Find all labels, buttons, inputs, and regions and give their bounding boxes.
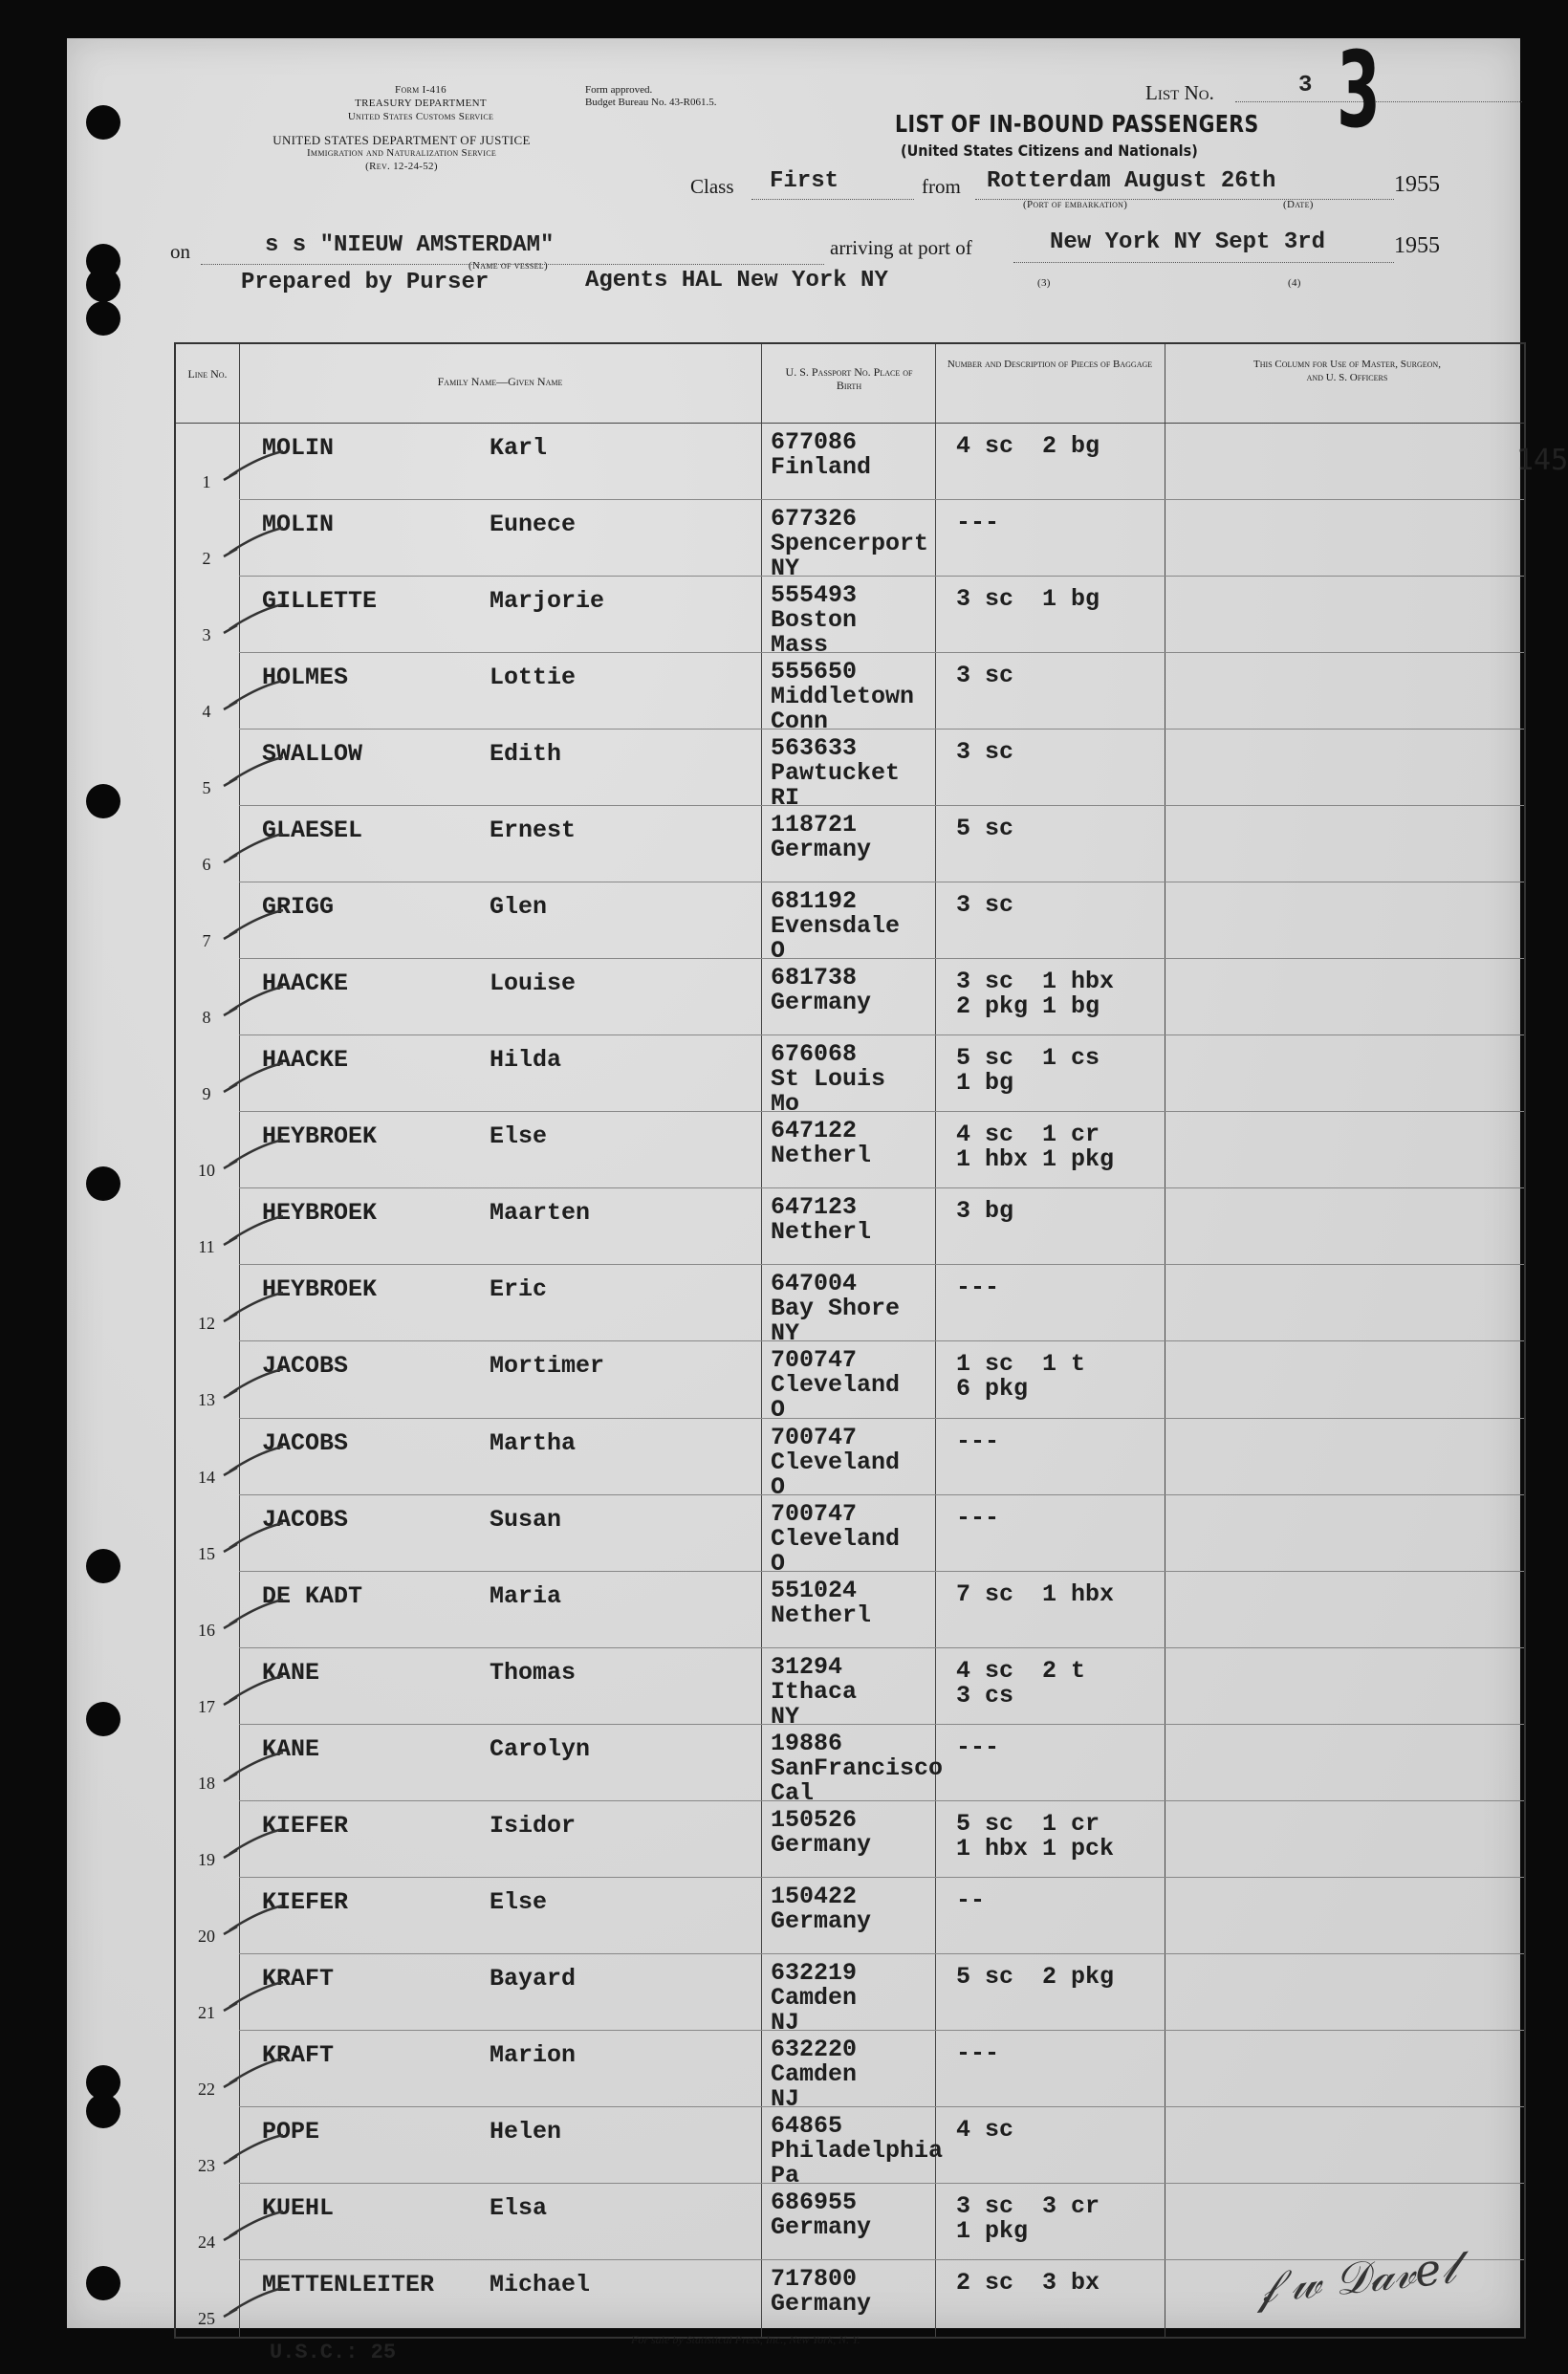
row-divider	[239, 1953, 1524, 1954]
line-number: 1	[202, 472, 211, 491]
row-divider	[239, 1724, 1524, 1725]
from-value: Rotterdam August 26th	[987, 168, 1276, 194]
passport-number: 677326	[771, 505, 858, 534]
baggage: 5 sc 1 cs 1 bg	[956, 1044, 1100, 1098]
place-of-birth: Germany	[771, 2289, 872, 2318]
given-name: Lottie	[490, 664, 577, 692]
class-value: First	[770, 168, 839, 194]
prepared-by: Prepared by Purser	[241, 270, 490, 295]
place-of-birth: Germany	[771, 1906, 872, 1935]
family-name: KRAFT	[262, 1964, 335, 1993]
line-number: 19	[198, 1849, 215, 1869]
given-name: Eunece	[490, 511, 577, 539]
passport-number: 632220	[771, 2035, 858, 2063]
page-subtitle: (United States Citizens and Nationals)	[901, 142, 1198, 160]
checkmark-icon	[220, 1212, 277, 1243]
page-title: LIST OF IN-BOUND PASSENGERS	[895, 110, 1259, 138]
baggage: 3 bg	[956, 1197, 1014, 1226]
row-divider	[239, 805, 1524, 806]
checkmark-icon	[220, 2055, 277, 2085]
checkmark-icon	[220, 1519, 277, 1550]
place-of-birth: SanFrancisco Cal	[771, 1753, 944, 1807]
line-number: 21	[198, 2002, 215, 2022]
checkmark-icon	[220, 2284, 277, 2315]
row-divider	[239, 1800, 1524, 1801]
checkmark-icon	[220, 1596, 277, 1626]
row-divider	[239, 652, 1524, 653]
line-number: 13	[198, 1390, 215, 1410]
footer-printer: For sale by Statistical Press, Inc., New York, N. Y.	[631, 2333, 860, 2346]
punch-hole	[86, 105, 120, 140]
arrival-port-date: New York NY Sept 3rd	[1050, 229, 1326, 255]
line-number: 8	[202, 1008, 211, 1028]
passport-number: 676068	[771, 1040, 858, 1069]
line-number: 2	[202, 549, 211, 569]
row-divider	[239, 1187, 1524, 1188]
place-of-birth: Germany	[771, 1830, 872, 1859]
place-of-birth: Ithaca NY	[771, 1677, 858, 1731]
punch-hole	[86, 2094, 120, 2128]
class-label: Class	[690, 175, 734, 198]
line-number: 15	[198, 1543, 215, 1563]
baggage: 7 sc 1 hbx	[956, 1579, 1115, 1608]
family-name: POPE	[262, 2117, 320, 2145]
passenger-table	[174, 342, 1568, 2339]
baggage: ---	[956, 1732, 1000, 1761]
baggage: 4 sc 2 t 3 cs	[956, 1656, 1086, 1710]
checkmark-icon	[220, 1672, 277, 1703]
checkmark-icon	[220, 524, 277, 555]
place-of-birth: Camden NJ	[771, 2059, 858, 2113]
row-divider	[239, 1264, 1524, 1265]
baggage: 3 sc 3 cr 1 pkg	[956, 2191, 1100, 2245]
list-no-value: 3	[1298, 73, 1313, 98]
baggage: 4 sc	[956, 2115, 1014, 2144]
passport-number: 700747	[771, 1346, 858, 1375]
checkmark-icon	[220, 830, 277, 860]
revision-date: (Rev. 12-24-52)	[365, 161, 438, 172]
place-of-birth: Pawtucket RI	[771, 759, 901, 813]
given-name: Marion	[490, 2040, 577, 2069]
given-name: Else	[490, 1122, 548, 1151]
baggage: 2 sc 3 bx	[956, 2268, 1100, 2297]
family-name: MOLIN	[262, 434, 335, 462]
place-of-birth: Evensdale O	[771, 912, 901, 966]
baggage: 3 sc	[956, 891, 1014, 920]
baggage: 4 sc 2 bg	[956, 432, 1100, 460]
punch-hole	[86, 2266, 120, 2300]
form-number: Form I-416	[395, 84, 446, 96]
place-of-birth: Germany	[771, 989, 872, 1017]
checkmark-icon	[220, 1902, 277, 1932]
punch-hole	[86, 1702, 120, 1736]
line-number: 12	[198, 1314, 215, 1334]
note-4: (4)	[1288, 277, 1301, 289]
passport-number: 681738	[771, 964, 858, 992]
passport-number: 717800	[771, 2264, 858, 2293]
baggage: 3 sc 1 bg	[956, 585, 1100, 614]
line-number: 5	[202, 778, 211, 798]
checkmark-icon	[220, 1749, 277, 1779]
agents: Agents HAL New York NY	[585, 268, 888, 294]
baggage: 3 sc 1 hbx 2 pkg 1 bg	[956, 968, 1115, 1021]
line-number: 20	[198, 1926, 215, 1946]
line-number: 22	[198, 2079, 215, 2099]
row-divider	[239, 958, 1524, 959]
given-name: Eric	[490, 1275, 548, 1304]
row-divider	[239, 576, 1524, 577]
punch-hole	[86, 268, 120, 302]
checkmark-icon	[220, 2208, 277, 2238]
line-number: 11	[198, 1237, 215, 1257]
vessel-name: s s "NIEUW AMSTERDAM"	[265, 232, 555, 258]
baggage: ---	[956, 1503, 1000, 1532]
baggage: 5 sc	[956, 815, 1014, 843]
place-of-birth: Netherl	[771, 1142, 872, 1170]
family-name: GLAESEL	[262, 817, 363, 845]
baggage: ---	[956, 509, 1000, 537]
row-divider	[239, 1494, 1524, 1495]
family-name: MOLIN	[262, 511, 335, 539]
given-name: Louise	[490, 969, 577, 998]
col-header-name: Family Name—Given Name	[437, 375, 563, 388]
family-name: KIEFER	[262, 1887, 349, 1916]
family-name: KIEFER	[262, 1811, 349, 1840]
baggage: 4 sc 1 cr 1 hbx 1 pkg	[956, 1121, 1115, 1174]
passport-number: 64865	[771, 2111, 843, 2140]
passport-number: 681192	[771, 887, 858, 916]
punch-hole	[86, 1549, 120, 1583]
line-number: 24	[198, 2232, 215, 2252]
place-of-birth: Bay Shore NY	[771, 1295, 901, 1348]
family-name: HEYBROEK	[262, 1275, 378, 1304]
row-divider	[239, 1418, 1524, 1419]
place-of-birth: Boston Mass	[771, 606, 858, 660]
list-no-label: List No.	[1145, 81, 1214, 104]
given-name: Bayard	[490, 1964, 577, 1993]
punch-hole	[86, 1166, 120, 1201]
given-name: Martha	[490, 1428, 577, 1457]
row-divider	[239, 2183, 1524, 2184]
passport-number: 632219	[771, 1958, 858, 1987]
row-divider	[239, 499, 1524, 500]
checkmark-icon	[220, 1978, 277, 2009]
customs-service: United States Customs Service	[347, 111, 494, 122]
family-name: KANE	[262, 1658, 320, 1687]
passport-number: 19886	[771, 1729, 843, 1757]
line-number: 10	[198, 1161, 215, 1181]
passport-number: 555493	[771, 581, 858, 610]
justice-dept: UNITED STATES DEPARTMENT OF JUSTICE	[272, 133, 531, 147]
family-name: GRIGG	[262, 893, 335, 922]
arriving-label: arriving at port of	[830, 236, 972, 259]
baggage: ---	[956, 1427, 1000, 1455]
punch-hole	[86, 784, 120, 818]
place-of-birth: Finland	[771, 453, 872, 481]
passport-number: 555650	[771, 658, 858, 686]
place-of-birth: Philadelphia Pa	[771, 2136, 944, 2189]
from-label: from	[922, 175, 961, 198]
from-year: 1955	[1394, 172, 1440, 197]
family-name: HAACKE	[262, 969, 349, 998]
line-number: 17	[198, 1696, 215, 1716]
stamp-number: 145	[1516, 444, 1568, 477]
checkmark-icon	[220, 447, 277, 478]
row-divider	[239, 1340, 1524, 1341]
col-header-officers: This Column for Use of Master, Surgeon, and U. S. Officers	[1253, 359, 1441, 383]
manifest-sheet	[67, 29, 1568, 2364]
place-of-birth: Cleveland O	[771, 1448, 901, 1501]
passport-number: 700747	[771, 1423, 858, 1451]
line-number: 16	[198, 1620, 215, 1640]
footer-usc: U.S.C.: 25	[270, 2341, 397, 2364]
col-header-baggage: Number and Description of Pieces of Baggage	[947, 359, 1153, 370]
checkmark-icon	[220, 677, 277, 708]
given-name: Mortimer	[490, 1352, 605, 1381]
given-name: Helen	[490, 2117, 562, 2145]
row-divider	[239, 1647, 1524, 1648]
passport-number: 647122	[771, 1117, 858, 1145]
baggage: ---	[956, 2038, 1000, 2067]
place-of-birth: St Louis Mo	[771, 1065, 886, 1119]
checkmark-icon	[220, 1289, 277, 1319]
line-number: 4	[202, 702, 211, 722]
row-divider	[239, 1571, 1524, 1572]
given-name: Elsa	[490, 2193, 548, 2222]
place-of-birth: Netherl	[771, 1601, 872, 1629]
checkmark-icon	[220, 1825, 277, 1856]
checkmark-icon	[220, 1059, 277, 1090]
port-embarkation-note: (Port of embarkation)	[1023, 199, 1128, 210]
punch-hole	[86, 301, 120, 336]
family-name: HEYBROEK	[262, 1122, 378, 1151]
passport-number: 551024	[771, 1576, 858, 1604]
family-name: GILLETTE	[262, 587, 378, 616]
place-of-birth: Camden NJ	[771, 1983, 858, 2036]
signature: 𝒻 𝓌 𝒟𝒶𝓋𝑒𝓁	[1253, 2241, 1458, 2314]
given-name: Ernest	[490, 817, 577, 845]
baggage: 5 sc 1 cr 1 hbx 1 pck	[956, 1809, 1115, 1862]
passport-number: 647004	[771, 1270, 858, 1298]
family-name: METTENLEITER	[262, 2270, 435, 2298]
col-header-passport: U. S. Passport No. Place of Birth	[785, 365, 913, 392]
checkmark-icon	[220, 1365, 277, 1396]
checkmark-icon	[220, 2131, 277, 2162]
given-name: Isidor	[490, 1811, 577, 1840]
arrival-year: 1955	[1394, 233, 1440, 258]
family-name: HEYBROEK	[262, 1199, 378, 1228]
family-name: KUEHL	[262, 2193, 335, 2222]
given-name: Susan	[490, 1505, 562, 1534]
checkmark-icon	[220, 1443, 277, 1473]
baggage: 1 sc 1 t 6 pkg	[956, 1350, 1086, 1404]
baggage: ---	[956, 1274, 1000, 1302]
place-of-birth: Germany	[771, 836, 872, 864]
passport-number: 700747	[771, 1499, 858, 1528]
passport-number: 118721	[771, 811, 858, 839]
note-3: (3)	[1037, 277, 1051, 289]
place-of-birth: Cleveland O	[771, 1524, 901, 1578]
given-name: Hilda	[490, 1046, 562, 1075]
family-name: KRAFT	[262, 2040, 335, 2069]
line-number: 6	[202, 855, 211, 875]
date-note: (Date)	[1283, 199, 1314, 210]
checkmark-icon	[220, 906, 277, 937]
passport-number: 677086	[771, 428, 858, 456]
family-name: HAACKE	[262, 1046, 349, 1075]
row-divider	[239, 2030, 1524, 2031]
row-divider	[239, 1877, 1524, 1878]
list-no-handwritten: 3	[1337, 29, 1381, 151]
family-name: KANE	[262, 1734, 320, 1763]
place-of-birth: Netherl	[771, 1218, 872, 1247]
given-name: Carolyn	[490, 1734, 591, 1763]
checkmark-icon	[220, 753, 277, 784]
baggage: --	[956, 1885, 986, 1914]
line-number: 25	[198, 2308, 215, 2328]
given-name: Maarten	[490, 1199, 591, 1228]
family-name: JACOBS	[262, 1428, 349, 1457]
form-approved: Form approved.	[585, 84, 653, 96]
passport-number: 686955	[771, 2188, 858, 2216]
row-divider	[239, 729, 1524, 730]
checkmark-icon	[220, 983, 277, 1013]
given-name: Glen	[490, 893, 548, 922]
place-of-birth: Cleveland O	[771, 1371, 901, 1425]
passport-number: 150422	[771, 1882, 858, 1910]
baggage: 5 sc 2 pkg	[956, 1962, 1115, 1991]
on-label: on	[170, 240, 190, 263]
place-of-birth: Spencerport NY	[771, 530, 929, 583]
row-divider	[239, 1111, 1524, 1112]
family-name: HOLMES	[262, 664, 349, 692]
line-number: 18	[198, 1773, 215, 1793]
baggage: 3 sc	[956, 662, 1014, 690]
line-number: 23	[198, 2155, 215, 2175]
given-name: Karl	[490, 434, 548, 462]
budget-bureau: Budget Bureau No. 43-R061.5.	[585, 97, 717, 108]
passport-number: 563633	[771, 734, 858, 763]
vessel-note: (Name of vessel)	[468, 260, 548, 272]
place-of-birth: Middletown Conn	[771, 683, 915, 736]
passport-number: 647123	[771, 1193, 858, 1222]
baggage: 3 sc	[956, 738, 1014, 767]
passport-number: 150526	[771, 1805, 858, 1834]
immigration-service: Immigration and Naturalization Service	[306, 147, 497, 159]
family-name: JACOBS	[262, 1505, 349, 1534]
checkmark-icon	[220, 600, 277, 631]
given-name: Marjorie	[490, 587, 605, 616]
line-number: 7	[202, 931, 211, 951]
line-number: 3	[202, 625, 211, 645]
col-header-line-no: Line No.	[187, 367, 228, 381]
given-name: Michael	[490, 2270, 591, 2298]
given-name: Else	[490, 1887, 548, 1916]
passport-number: 31294	[771, 1652, 843, 1681]
given-name: Edith	[490, 740, 562, 769]
given-name: Thomas	[490, 1658, 577, 1687]
family-name: SWALLOW	[262, 740, 363, 769]
family-name: JACOBS	[262, 1352, 349, 1381]
treasury-dept: TREASURY DEPARTMENT	[355, 98, 487, 109]
row-divider	[239, 2106, 1524, 2107]
place-of-birth: Germany	[771, 2212, 872, 2241]
family-name: DE KADT	[262, 1581, 363, 1610]
line-number: 14	[198, 1467, 215, 1487]
given-name: Maria	[490, 1581, 562, 1610]
line-number: 9	[202, 1084, 211, 1104]
checkmark-icon	[220, 1136, 277, 1166]
